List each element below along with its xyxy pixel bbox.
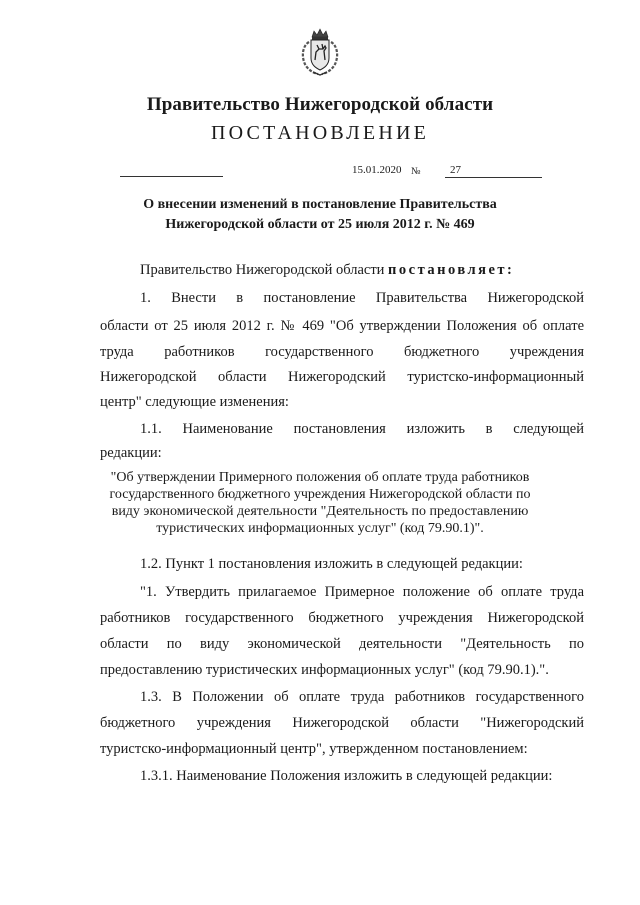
paragraph-line: 1.3. В Положении об оплате труда работников государственного bbox=[140, 689, 584, 705]
paragraph-line: центр" следующие изменения: bbox=[100, 394, 289, 410]
document-title bbox=[100, 195, 540, 235]
blank-signature-line bbox=[120, 176, 223, 177]
paragraph-line: 1.3.1. Наименование Положения изложить в следующей редакции: bbox=[140, 768, 553, 784]
paragraph-line: редакции: bbox=[100, 445, 162, 461]
quoted-title bbox=[100, 469, 540, 537]
quote-line: туристических информационных услуг" (код 79.90.1)". bbox=[156, 521, 484, 536]
paragraph-line: труда работников государственного бюджетного учреждения bbox=[100, 344, 584, 360]
title-line: Нижегородской области от 25 июля 2012 г. № 469 bbox=[165, 217, 475, 232]
paragraph-line: области от 25 июля 2012 г. № 469 "Об утверждении Положения об оплате bbox=[100, 318, 584, 334]
paragraph-line: 1. Внести в постановление Правительства Нижегородской bbox=[140, 290, 584, 306]
document-number-field bbox=[445, 163, 542, 178]
document-date: 15.01.2020 bbox=[352, 164, 402, 176]
intro-subject: Правительство Нижегородской области bbox=[140, 262, 385, 278]
intro-line bbox=[140, 262, 514, 279]
paragraph-line: области по виду экономической деятельности "Деятельность по bbox=[100, 636, 584, 652]
paragraph-line: работников государственного бюджетного учреждения Нижегородской bbox=[100, 610, 584, 626]
document-type: ПОСТАНОВЛЕНИЕ bbox=[210, 122, 430, 144]
paragraph-line: "1. Утвердить прилагаемое Примерное положение об оплате труда bbox=[140, 584, 584, 600]
title-line: О внесении изменений в постановление Правительства bbox=[143, 197, 497, 212]
paragraph-line: Нижегородской области Нижегородский туристско-информационный bbox=[100, 369, 584, 385]
quote-line: государственного бюджетного учреждения Нижегородской области по bbox=[109, 487, 531, 502]
paragraph-line: туристско-информационный центр", утвержденном постановлением: bbox=[100, 741, 528, 757]
organization-name: Правительство Нижегородской области bbox=[146, 94, 494, 115]
paragraph-line: бюджетного учреждения Нижегородской области "Нижегородский bbox=[100, 715, 584, 731]
intro-verb: постановляет: bbox=[388, 262, 515, 278]
coat-of-arms-emblem bbox=[299, 28, 341, 76]
paragraph-line: предоставлению туристических информационных услуг" (код 79.90.1).". bbox=[100, 662, 549, 678]
quote-line: "Об утверждении Примерного положения об оплате труда работников bbox=[110, 470, 530, 485]
document-number: 27 bbox=[450, 164, 461, 176]
paragraph-line: 1.1. Наименование постановления изложить в следующей bbox=[140, 421, 584, 437]
number-label: № bbox=[411, 166, 421, 177]
quote-line: виду экономической деятельности "Деятельность по предоставлению bbox=[111, 504, 529, 519]
paragraph-line: 1.2. Пункт 1 постановления изложить в следующей редакции: bbox=[140, 556, 523, 572]
